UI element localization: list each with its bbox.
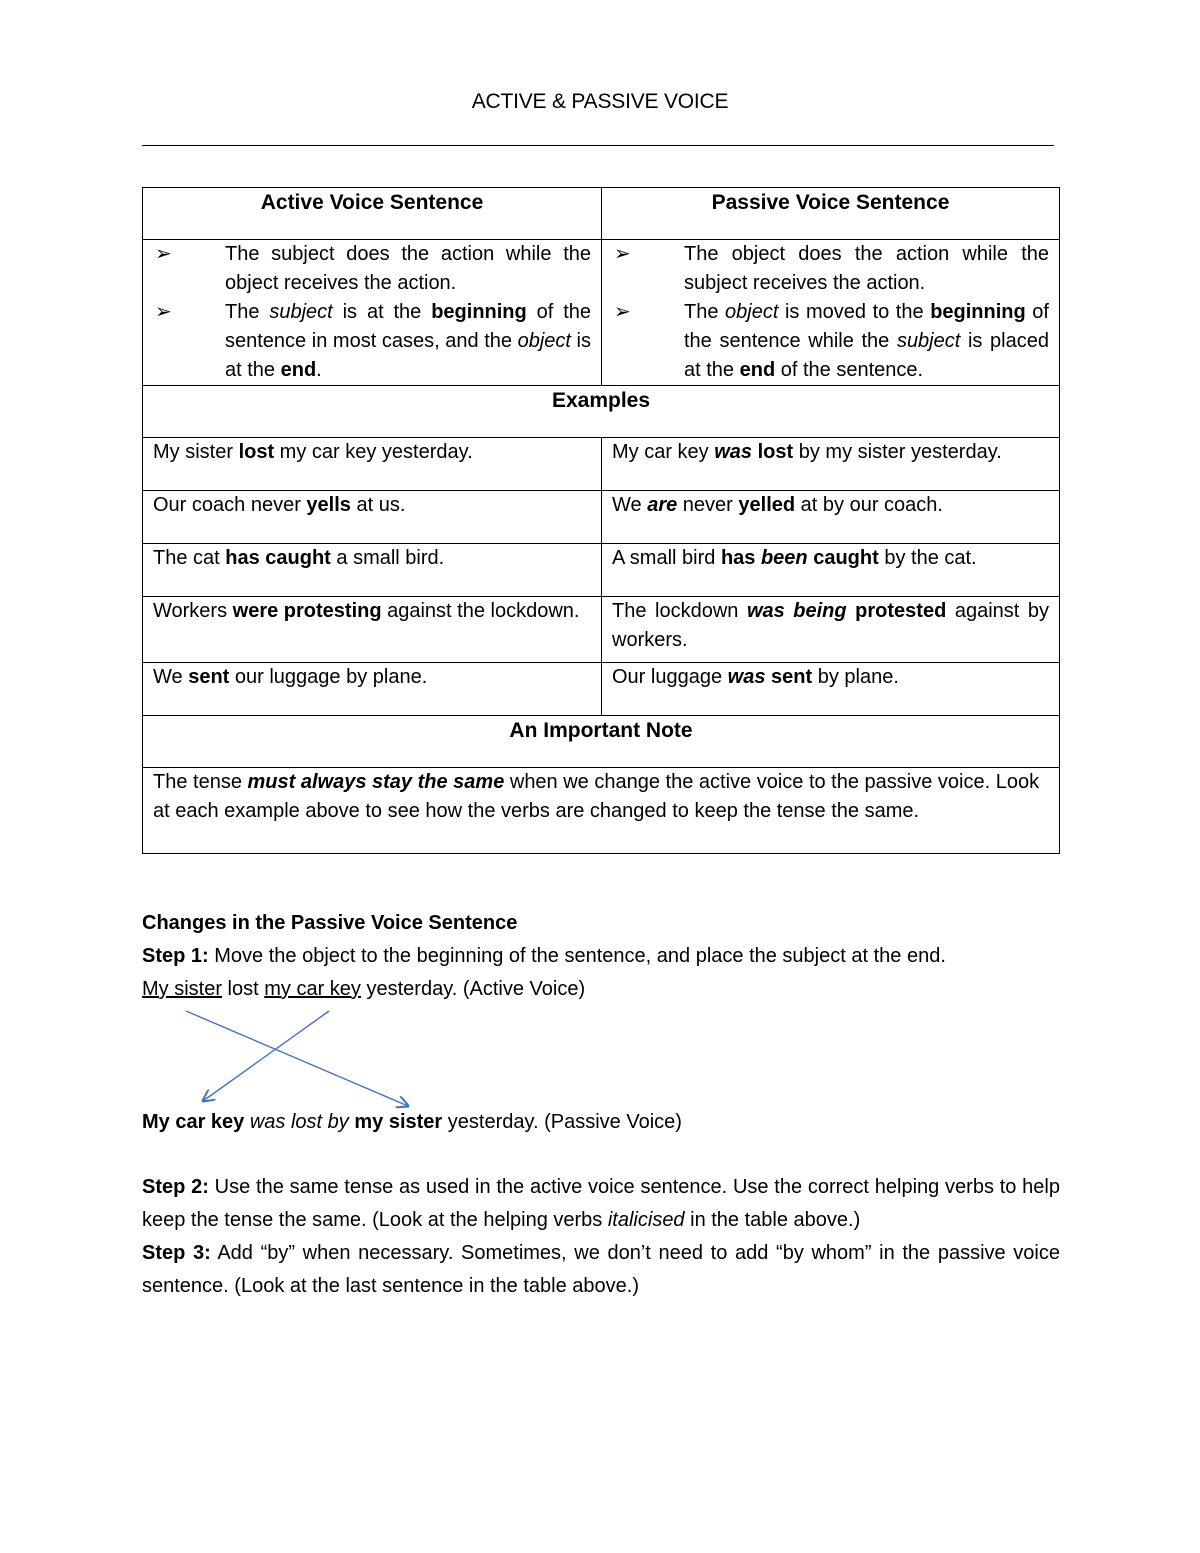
active-example: Our coach never yells at us. [143, 491, 602, 544]
step-2: Step 2: Use the same tense as used in the active voice sentence. Use the correct helping verbs to help keep the tense the same. (Look at the helping verbs italicised in the table above.) [142, 1176, 1060, 1231]
arrow-bullet-icon: ➢ [614, 301, 631, 323]
arrow-bullet-icon: ➢ [614, 243, 631, 265]
subject-move-arrow [186, 1011, 408, 1106]
bullet-text: The object is moved to the beginning of the sentence while the subject is placed at the end of the sentence. [684, 301, 1049, 381]
document-title: ACTIVE & PASSIVE VOICE [471, 90, 729, 113]
object-move-arrow [203, 1011, 329, 1101]
arrow-bullet-icon: ➢ [155, 301, 172, 323]
passive-example: We are never yelled at by our coach. [602, 491, 1060, 544]
note-text: The tense must always stay the same when we change the active voice to the passive voice. Look at each example above to see how the verbs are changed to keep the tense the same. [143, 768, 1060, 854]
active-example: We sent our luggage by plane. [143, 663, 602, 716]
passive-example: A small bird has been caught by the cat. [602, 544, 1060, 597]
passive-example: Our luggage was sent by plane. [602, 663, 1060, 716]
bullet-text: The subject does the action while the object receives the action. [225, 243, 591, 294]
active-header: Active Voice Sentence [143, 188, 602, 240]
bullet-text: The object does the action while the subject receives the action. [684, 243, 1049, 294]
note-header: An Important Note [143, 716, 1060, 768]
step-1: Step 1: Move the object to the beginning of the sentence, and place the subject at the end. [142, 945, 946, 967]
passive-example-sentence: My car key was lost by my sister yesterday. (Passive Voice) [142, 1111, 682, 1133]
examples-header: Examples [143, 386, 1060, 438]
active-example-sentence: My sister lost my car key yesterday. (Active Voice) [142, 978, 586, 1000]
passive-example: The lockdown was being protested against by workers. [602, 597, 1060, 663]
passive-example: My car key was lost by my sister yesterday. [602, 438, 1060, 491]
active-example: Workers were protesting against the lockdown. [143, 597, 602, 663]
active-example: My sister lost my car key yesterday. [143, 438, 602, 491]
bullet-text: The subject is at the beginning of the sentence in most cases, and the object is at the end. [225, 301, 591, 381]
active-example: The cat has caught a small bird. [143, 544, 602, 597]
arrow-bullet-icon: ➢ [155, 243, 172, 265]
passive-header: Passive Voice Sentence [602, 188, 1060, 240]
step-3: Step 3: Add “by” when necessary. Sometimes, we don’t need to add “by whom” in the passive voice sentence. (Look at the last sentence in the table above.) [142, 1242, 1060, 1297]
changes-heading: Changes in the Passive Voice Sentence [142, 912, 518, 934]
